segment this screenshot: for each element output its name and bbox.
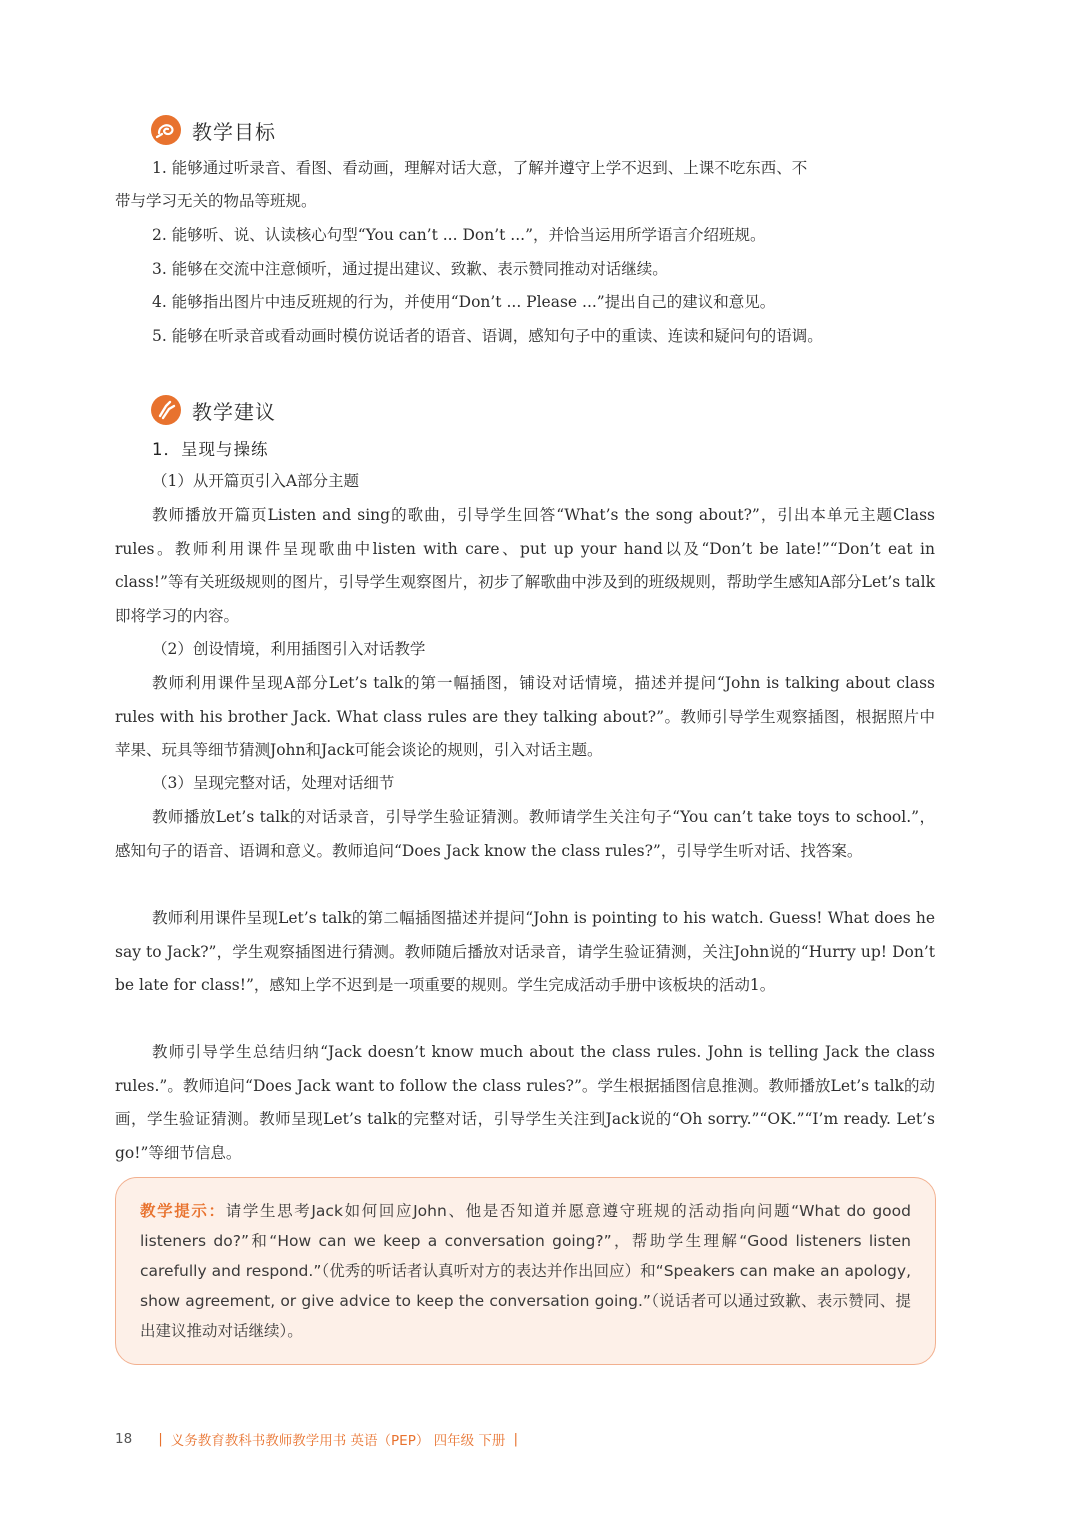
teaching-tip-label: 教学提示： [140, 1202, 226, 1220]
paragraph-2: 教师利用课件呈现A部分Let’s talk的第一幅插图，铺设对话情境，描述并提问“John is talking about class rules with his brother Jack. What class rules are they talking about?”。教师引导学生观察插图，根据照片中苹果、玩具等细节猜测John和Jack可能会谈论的规则，引入对话主题。 [115, 674, 935, 759]
objective-2: 2. 能够听、说、认读核心句型“You can’t ... Don’t ...”，并恰当运用所学语言介绍班规。 [152, 226, 766, 244]
footer-separator: | [513, 1431, 518, 1447]
objective-5: 5. 能够在听录音或看动画时模仿说话者的语音、语调，感知句子中的重读、连读和疑问句的语调。 [152, 327, 823, 345]
section-title: 教学建议 [192, 399, 276, 424]
step-heading-2: （2）创设情境，利用插图引入对话教学 [152, 640, 426, 658]
teaching-tip-box [115, 1177, 936, 1365]
objective-1-line-1: 1. 能够通过听录音、看图、看动画，理解对话大意，了解并遵守上学不迟到、上课不吃东西、不 [152, 159, 808, 177]
section-title: 教学目标 [192, 119, 276, 144]
book-title: 义务教育教科书教师教学用书 英语（PEP） 四年级 下册 [170, 1433, 506, 1449]
step-heading-1: （1）从开篇页引入A部分主题 [152, 472, 360, 490]
step-heading-3: （3）呈现完整对话，处理对话细节 [152, 774, 395, 792]
page-number: 18 [115, 1431, 133, 1447]
subsection-heading: 1．呈现与操练 [152, 440, 269, 459]
target-swirl-icon [150, 114, 182, 146]
paragraph-3: 教师播放Let’s talk的对话录音，引导学生验证猜测。教师请学生关注句子“You can’t take toys to school.”，感知句子的语音、语调和意义。教师追问“Does Jack know the class rules?”，引导学生听对话、找答案。 [115, 808, 935, 860]
page-footer [115, 1428, 526, 1450]
objective-4: 4. 能够指出图片中违反班规的行为，并使用“Don’t ... Please ...”提出自己的建议和意见。 [152, 293, 776, 311]
teaching-tip-text [140, 1196, 911, 1346]
section-teaching-objectives-header [150, 112, 276, 148]
paragraph-5: 教师引导学生总结归纳“Jack doesn’t know much about the class rules. John is telling Jack the class rules.”。教师追问“Does Jack want to follow the class rules?”。学生根据插图信息推测。教师播放Let’s talk的动画，学生验证猜测。教师呈现Let’s talk的完整对话，引导学生关注到Jack说的“Oh sorry.”“OK.”“I’m ready. Let’s go!”等细节信息。 [115, 1043, 935, 1162]
paragraph-4: 教师利用课件呈现Let’s talk的第二幅插图描述并提问“John is pointing to his watch. Guess! What does he say to Jack?”，学生观察插图进行猜测。教师随后播放对话录音，请学生验证猜测，关注John说的“Hurry up! Don’t be late for class!”，感知上学不迟到是一项重要的规则。学生完成活动手册中该板块的活动1。 [115, 909, 935, 994]
section-teaching-suggestions-header [150, 392, 276, 428]
footer-separator: | [158, 1431, 163, 1447]
paragraph-1: 教师播放开篇页Listen and sing的歌曲，引导学生回答“What’s the song about?”，引出本单元主题Class rules。教师利用课件呈现歌曲中listen with care、put up your hand以及“Don’t be late!”“Don’t eat in class!”等有关班级规则的图片，引导学生观察图片，初步了解歌曲中涉及到的班级规则，帮助学生感知A部分Let’s talk即将学习的内容。 [115, 506, 935, 625]
teaching-tip-body: 请学生思考Jack如何回应John、他是否知道并愿意遵守班规的活动指向问题“What do good listeners do?”和“How can we keep a conversation going?”，帮助学生理解“Good listeners listen carefully and respond.”（优秀的听话者认真听对方的表达并作出回应）和“Speakers can make an apology, show agreement, or give advice to keep the conversation going.”（说话者可以通过致歉、表示赞同、提出建议推动对话继续）。 [140, 1202, 911, 1340]
objective-1-line-2: 带与学习无关的物品等班规。 [115, 192, 317, 210]
lightbulb-hand-icon [150, 394, 182, 426]
objective-3: 3. 能够在交流中注意倾听，通过提出建议、致歉、表示赞同推动对话继续。 [152, 260, 668, 278]
